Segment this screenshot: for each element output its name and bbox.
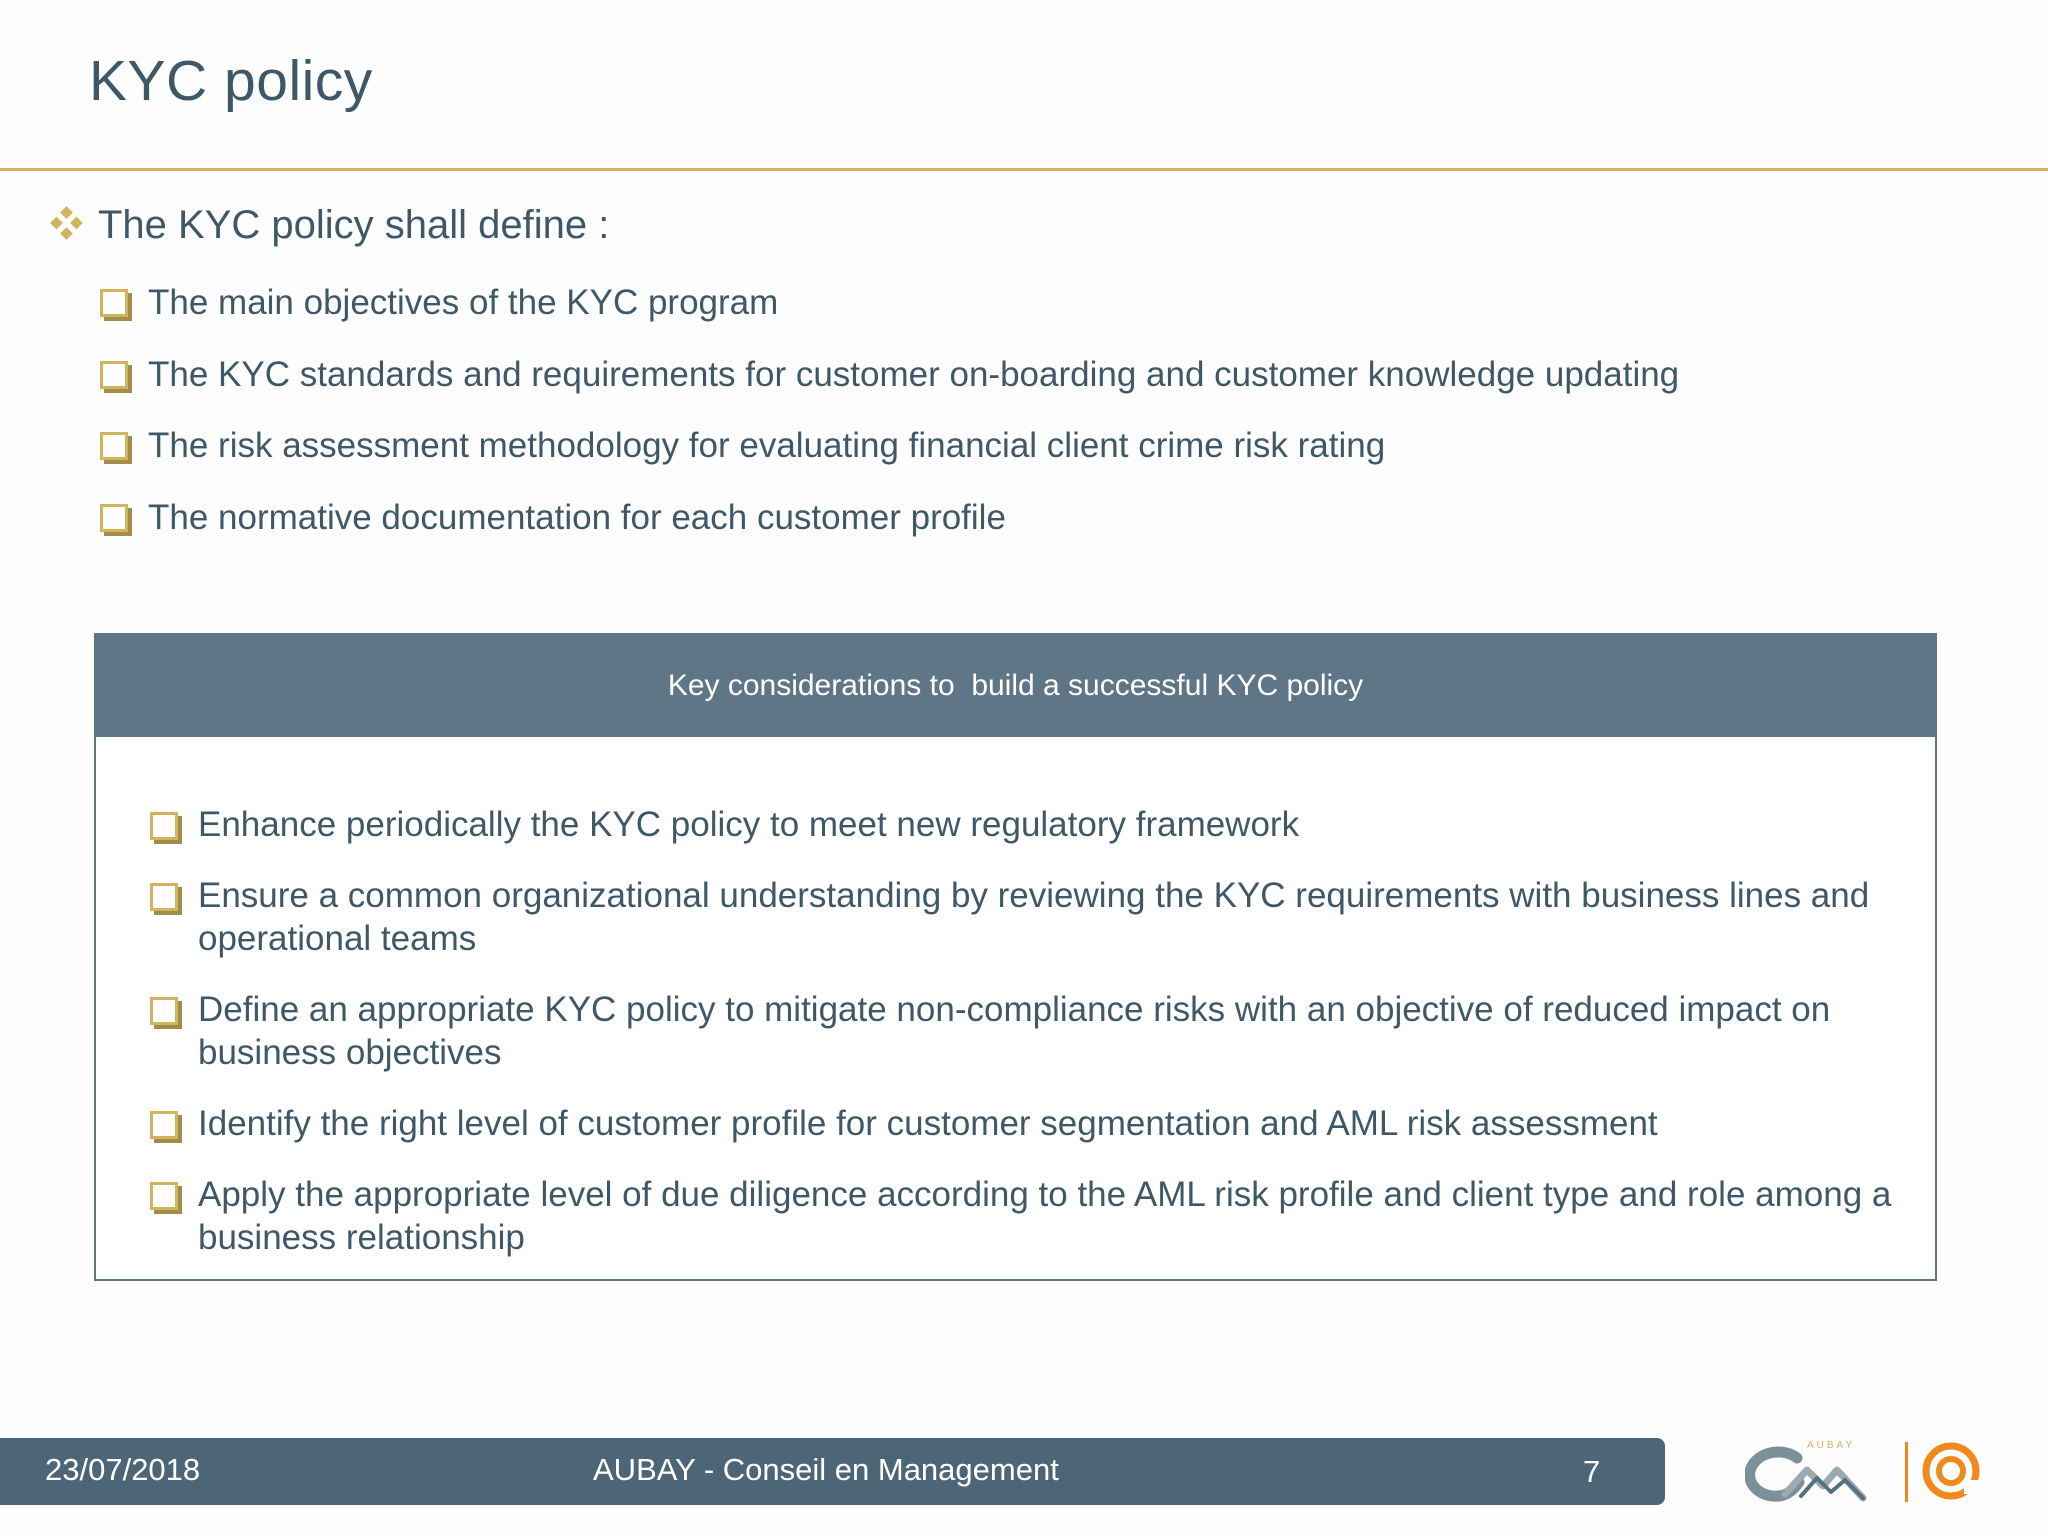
checkbox-bullet-icon xyxy=(150,1182,178,1210)
list-item xyxy=(150,1102,1930,1145)
list-item-text: The KYC standards and requirements for customer on-boarding and customer knowledge updating xyxy=(148,354,1680,394)
list-item xyxy=(150,803,1930,846)
considerations-header-text: Key considerations to build a successful KYC policy xyxy=(667,669,1364,702)
policy-definition-list xyxy=(100,280,1950,566)
considerations-header xyxy=(96,635,1935,737)
checkbox-bullet-icon xyxy=(150,883,178,911)
list-item xyxy=(100,280,1950,352)
considerations-box xyxy=(94,633,1937,1281)
considerations-list xyxy=(150,803,1930,1287)
checkbox-bullet-icon xyxy=(100,504,128,532)
intro-bullet xyxy=(50,203,609,248)
slide-title: KYC policy xyxy=(89,49,373,113)
checkbox-bullet-icon xyxy=(100,432,128,460)
list-item xyxy=(100,495,1950,567)
list-item xyxy=(150,1173,1930,1259)
checkbox-bullet-icon xyxy=(150,812,178,840)
checkbox-bullet-icon xyxy=(100,361,128,389)
checkbox-bullet-icon xyxy=(100,289,128,317)
footer-date: 23/07/2018 xyxy=(45,1452,201,1487)
list-item-text: Define an appropriate KYC policy to mitigate non-compliance risks with an objective of reduced impact on business objectives xyxy=(198,990,1831,1072)
list-item-text: Enhance periodically the KYC policy to meet new regulatory framework xyxy=(198,805,1300,844)
list-item-text: The risk assessment methodology for evaluating financial client crime risk rating xyxy=(148,426,1386,465)
list-item-text: Ensure a common organizational understanding by reviewing the KYC requirements with business lines and operational teams xyxy=(198,876,1870,958)
aubay-ring-icon xyxy=(1920,1440,1982,1502)
list-item xyxy=(150,874,1930,960)
list-item-text: The main objectives of the KYC program xyxy=(148,283,779,322)
list-item xyxy=(100,423,1950,495)
intro-text: The KYC policy shall define : xyxy=(98,203,610,247)
checkbox-bullet-icon xyxy=(150,997,178,1025)
checkbox-bullet-icon xyxy=(150,1111,178,1139)
list-item-text: Apply the appropriate level of due diligence according to the AML risk profile and client type and role among a business relationship xyxy=(198,1175,1892,1257)
footer-company: AUBAY - Conseil en Management xyxy=(593,1452,1059,1487)
footer-bar xyxy=(0,1438,1665,1505)
diamond-bullet-icon xyxy=(50,206,84,240)
page-number: 7 xyxy=(1583,1454,1601,1489)
list-item xyxy=(100,352,1950,424)
list-item xyxy=(150,988,1930,1074)
logo-wordmark: AUBAY xyxy=(1807,1440,1856,1451)
title-divider xyxy=(0,168,2048,171)
list-item-text: The normative documentation for each customer profile xyxy=(148,497,1006,537)
list-item-text: Identify the right level of customer profile for customer segmentation and AML risk assessment xyxy=(198,1104,1658,1143)
